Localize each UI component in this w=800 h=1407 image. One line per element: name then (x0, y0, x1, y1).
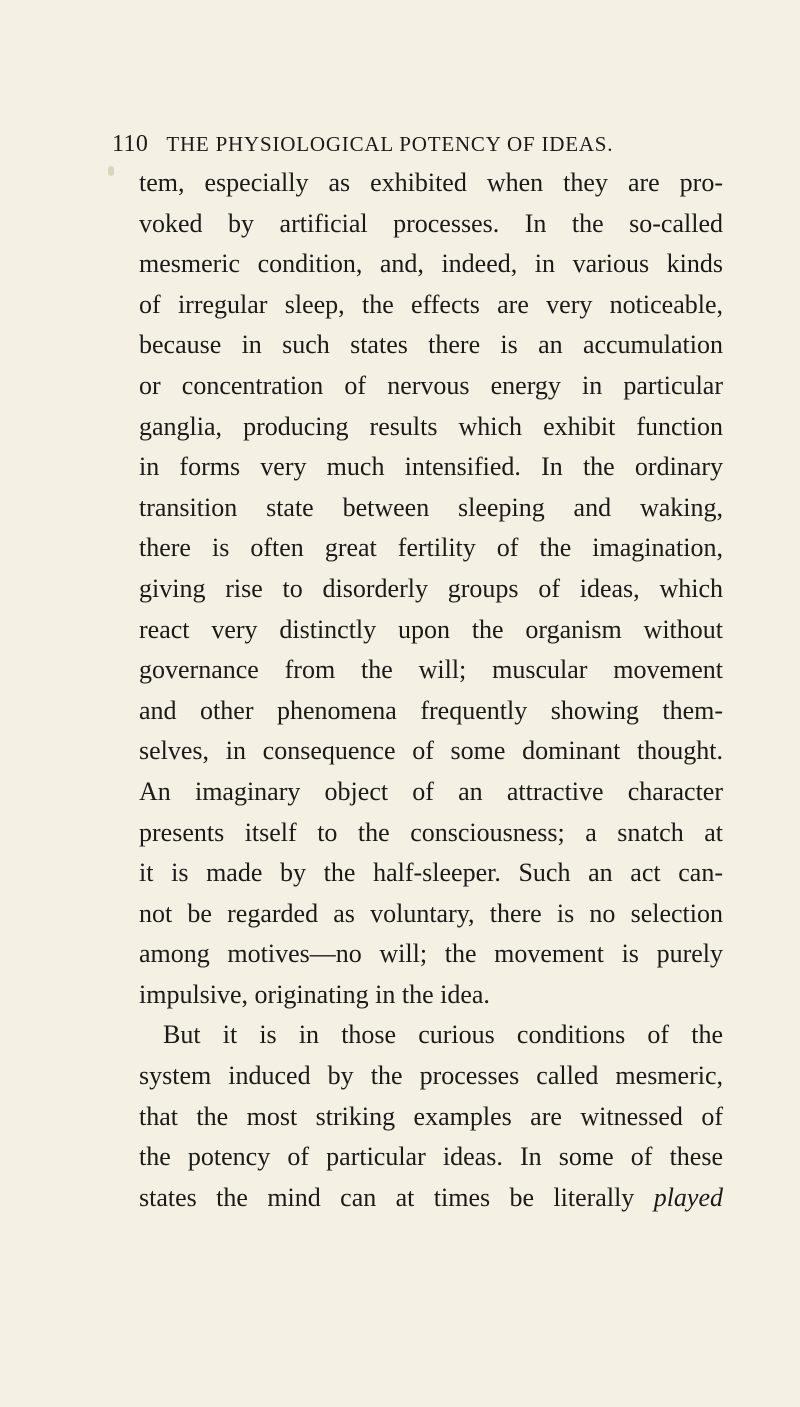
text-line: that the most striking examples are witnessed of (139, 1101, 723, 1131)
paragraph-start-line: But it is in those curious conditions of the (163, 1020, 723, 1050)
text-line: giving rise to disorderly groups of ideas, which (139, 573, 723, 603)
text-line: transition state between sleeping and waking, (139, 492, 723, 522)
italic-word: played (653, 1182, 724, 1212)
running-head (112, 128, 692, 160)
text-line: there is often great fertility of the imagination, (139, 533, 723, 563)
text-line: ganglia, producing results which exhibit function (139, 411, 723, 441)
paper-speck (108, 166, 114, 176)
text-line: mesmeric condition, and, indeed, in various kinds (139, 249, 723, 279)
text-line: among motives—no will; the movement is purely (139, 939, 723, 969)
text-line: the potency of particular ideas. In some of these (139, 1142, 723, 1172)
text-line: system induced by the processes called mesmeric, (139, 1061, 723, 1091)
page-number: 110 (112, 131, 149, 157)
text-line: or concentration of nervous energy in particular (139, 370, 723, 400)
text-line: tem, especially as exhibited when they are pro- (139, 168, 723, 197)
text-line: it is made by the half-sleeper. Such an act can- (139, 858, 723, 888)
text-line: selves, in consequence of some dominant thought. (139, 736, 723, 766)
text-line: react very distinctly upon the organism without (139, 614, 723, 644)
text-line: governance from the will; muscular movement (139, 655, 723, 685)
text-line: in forms very much intensified. In the ordinary (139, 452, 723, 482)
text-line: because in such states there is an accumulation (139, 330, 723, 360)
final-text-line (139, 1178, 723, 1219)
text-line: impulsive, originating in the idea. (139, 979, 490, 1009)
text-line: not be regarded as voluntary, there is no selection (139, 898, 723, 928)
final-line-text: states the mind can at times be literally (139, 1182, 635, 1212)
running-title: THE PHYSIOLOGICAL POTENCY OF IDEAS. (166, 132, 614, 156)
text-line: and other phenomena frequently showing them- (139, 695, 723, 725)
text-line: An imaginary object of an attractive character (139, 776, 723, 806)
text-line: of irregular sleep, the effects are very noticeable, (139, 289, 723, 319)
body-text (139, 163, 723, 1218)
text-line: presents itself to the consciousness; a snatch at (139, 817, 723, 847)
text-line: voked by artificial processes. In the so-called (139, 208, 723, 238)
